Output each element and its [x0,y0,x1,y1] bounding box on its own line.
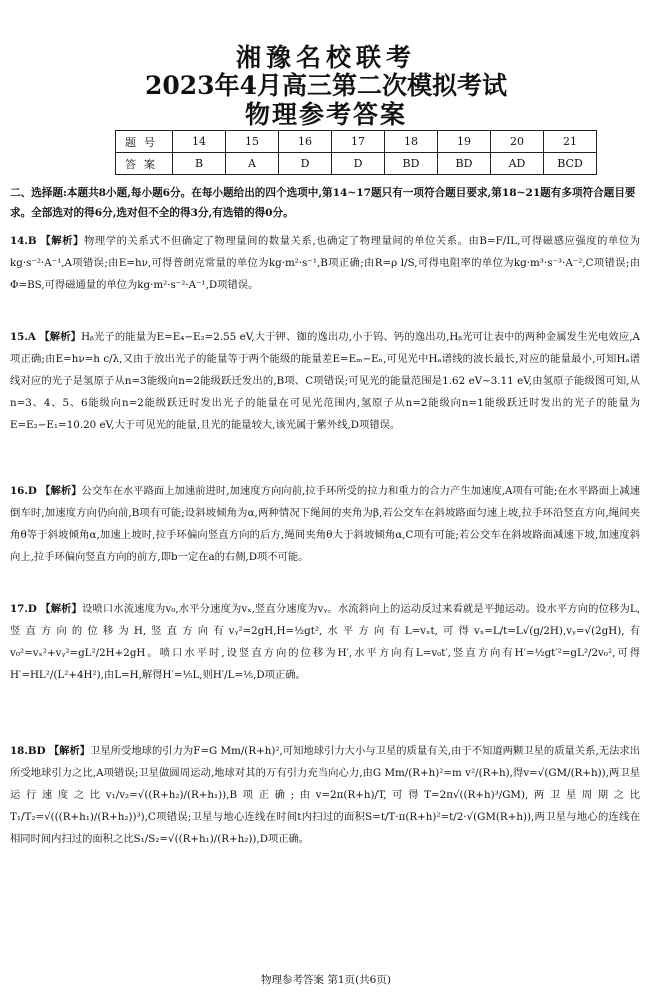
analysis-tag: 【解析】 [40,485,82,497]
answer-key-title: 物理参考答案 [244,100,407,129]
solution-text: 公交车在水平路面上加速前进时,加速度方向向前,拉手环所受的拉力和重力的合力产生加速度,A项有可能;在水平路面上减速倒车时,加速度方向仍向前,B项有可能;设斜坡倾角为α,两种情况下绳间的夹角为β,若公交车在斜坡路面匀速上坡,拉手环沿竖直方向,绳间夹角θ等于斜坡倾角α,加速上坡时,拉手环偏向竖直方向的后方,绳间夹角θ大于斜坡倾角α,C项有可能;若公交车在斜坡路面减速下坡,加速度斜向上,拉手环偏向竖直方向的前方,即b一定在a的右侧,D项不可能。 [10,485,640,563]
solution-18 [10,740,640,850]
analysis-tag: 【解析】 [40,235,84,247]
question-number: 18 [385,131,438,153]
section-instructions: 二、选择题:本题共8小题,每小题6分。在每小题给出的四个选项中,第14~17题只有一项符合题目要求,第18~21题有多项符合题目要求。全部选对的得6分,选对但不全的得3分,有选错的得0分。 [10,187,636,219]
page-footer: 物理参考答案 第1页(共6页) [261,974,391,986]
solution-14 [10,230,640,296]
solution-text: 卫星所受地球的引力为F=G Mm/(R+h)²,可知地球引力大小与卫星的质量有关,由于不知道两颗卫星的质量关系,无法求出所受地球引力之比,A项错误;卫星做圆周运动,地球对其的万有引力充当向心力,由G Mm/(R+h)²=m v²/(R+h),得v=√(GM/(R+h)),两卫星运行速度之比v₁/v₂=√((R+h₂)/(R+h₁)),B项正确;由v=2π(R+h)/T,可得T=2π√((R+h)³/GM),两卫星周期之比T₁/T₂=√(((R+h₁)/(R+h₂))³),C项错误;卫星与地心连线在时间t内扫过的面积S=t/T·π(R+h)²=t/2·√(GM(R+h)),两卫星与地心的连线在相同时间内扫过的面积之比S₁/S₂=√((R+h₁)/(R+h₂)),D项正确。 [10,745,641,845]
analysis-tag: 【解析】 [40,603,82,615]
exam-org-title: 湘豫名校联考 [235,43,416,72]
solution-16 [10,480,640,568]
row-label-number: 题号 [116,131,173,153]
question-head: 16.D [10,485,37,497]
solution-text: 物理学的关系式不但确定了物理量间的数量关系,也确定了物理量间的单位关系。由B=F/IL,可得磁感应强度的单位为kg·s⁻²·A⁻¹,A项错误;由E=hν,可得普朗克常量的单位为kg·m²·s⁻¹,B项正确;由R=ρ l/S,可得电阻率的单位为kg·m³·s⁻³·A⁻²,C项错误;由Φ=BS,可得磁通量的单位为kg·m²·s⁻²·A⁻¹,D项错误。 [10,235,641,291]
solution-17 [10,598,640,686]
answer-cell: B [173,153,226,175]
answer-cell: A [226,153,279,175]
row-label-answer: 答案 [116,153,173,175]
answer-cell: AD [491,153,544,175]
exam-title: 2023年4月高三第二次模拟考试 [145,71,507,100]
question-number: 15 [226,131,279,153]
answer-cell: BD [385,153,438,175]
question-number: 16 [279,131,332,153]
solution-15 [10,326,640,436]
question-number: 19 [438,131,491,153]
solution-text: 设喷口水流速度为v₀,水平分速度为vₓ,竖直分速度为vᵧ。水流斜向上的运动反过来看就是平抛运动。设水平方向的位移为L,竖直方向的位移为H,竖直方向有vᵧ²=2gH,H=½gt²,水平方向有L=vₓt,可得vₓ=L/t=L√(g/2H),vᵧ=√(2gH),有v₀²=vₓ²+vᵧ²=gL²/2H+2gH。喷口水平时,设竖直方向的位移为H′,水平方向有L=v₀t′,竖直方向有H′=½gt′²=gL²/2v₀²,可得H′=HL²/(L²+4H²),由L=H,解得H′=⅕L,则H′/L=⅕,D项正确。 [10,603,641,681]
answer-table [115,130,597,175]
answer-cell: BCD [544,153,597,175]
answer-table-answer-row [116,153,597,175]
analysis-tag: 【解析】 [48,745,91,757]
question-head: 15.A [10,331,36,343]
question-head: 18.BD [10,745,46,757]
answer-cell: D [332,153,385,175]
question-head: 17.D [10,603,37,615]
answer-cell: D [279,153,332,175]
solution-text: Hᵦ光子的能量为E=E₄−E₂=2.55 eV,大于钾、铷的逸出功,小于钨、钙的逸出功,Hᵦ光可让表中的两种金属发生光电效应,A项正确;由E=hν=h c/λ,又由于放出光子的能量等于两个能级的能量差E=Eₘ−Eₙ,可见光中Hₐ谱线的波长最长,对应的能量最小,可知Hₐ谱线对应的光子是氢原子从n=3能级向n=2能级跃迁发出的,B项、C项错误;可见光的能量范围是1.62 eV~3.11 eV,由氢原子能级图可知,从n=3、4、5、6能级向n=2能级跃迁时发出光子的能量在可见光范围内,氢原子从n=2能级向n=1能级跃迁时发出的光子的能量为E=E₂−E₁=10.20 eV,大于可见光的能量,且光的能量较大,该光属于紫外线,D项错误。 [10,331,640,431]
question-number: 14 [173,131,226,153]
question-number: 21 [544,131,597,153]
question-head: 14.B [10,235,37,247]
answer-cell: BD [438,153,491,175]
analysis-tag: 【解析】 [39,331,82,343]
answer-table-number-row [116,131,597,153]
question-number: 20 [491,131,544,153]
question-number: 17 [332,131,385,153]
